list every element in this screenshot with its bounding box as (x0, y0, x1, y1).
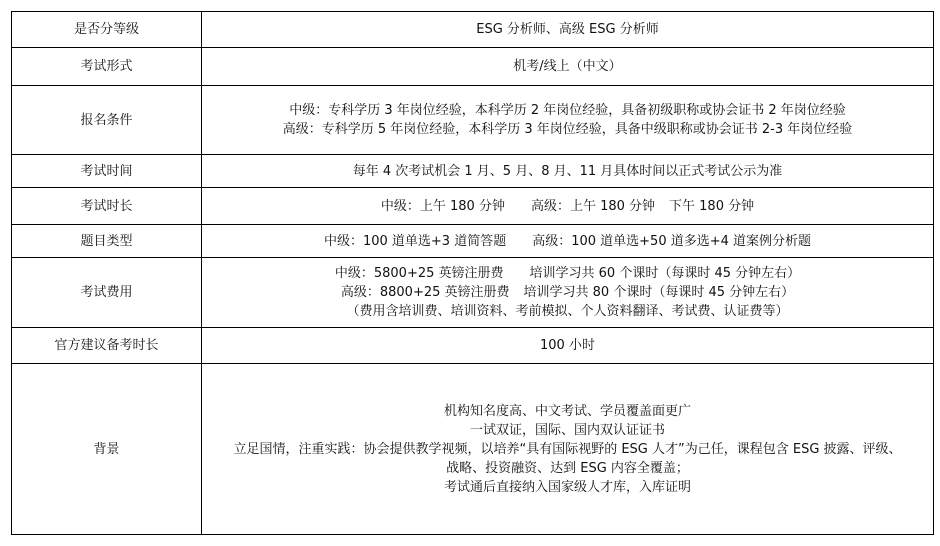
training-senior: 培训学习共 80 个课时（每课时 45 分钟左右） (523, 285, 795, 300)
label-question-types: 题目类型 (12, 225, 202, 258)
exam-info-table-container (11, 11, 933, 535)
value-format: 机考/线上（中文） (202, 48, 934, 86)
value-exam-time: 每年 4 次考试机会 1 月、5 月、8 月、11 月具体时间以正式考试公示为准 (202, 155, 934, 188)
table-row-background (12, 364, 934, 535)
training-mid: 培训学习共 60 个课时（每课时 45 分钟左右） (529, 266, 801, 281)
table-row-requirements (12, 86, 934, 155)
table-row-level (12, 12, 934, 48)
background-line-3: 立足国情，注重实践：协会提供教学视频，以培养“具有国际视野的 ESG 人才”为己任，课程包含 ESG 披露、评级、 (233, 441, 902, 457)
value-prep-time: 100 小时 (202, 328, 934, 364)
value-fees (202, 258, 934, 328)
background-line-4: 战略、投资融资、达到 ESG 内容全覆盖； (446, 460, 689, 476)
fee-senior: 高级：8800+25 英镑注册费 (340, 285, 510, 300)
table-row-prep-time (12, 328, 934, 364)
value-question-types (202, 225, 934, 258)
value-requirements (202, 86, 934, 155)
label-fees: 考试费用 (12, 258, 202, 328)
duration-senior: 高级：上午 180 分钟 (530, 198, 656, 214)
fee-note: （费用含培训费、培训资料、考前模拟、个人资料翻译、考试费、认证费等） (346, 304, 789, 319)
duration-senior-afternoon: 下午 180 分钟 (669, 198, 755, 214)
label-duration: 考试时长 (12, 188, 202, 225)
duration-mid: 中级：上午 180 分钟 (380, 198, 505, 214)
requirement-senior: 高级：专科学历 5 年岗位经验，本科学历 3 年岗位经验，具备中级职称或协会证书 2-3 年岗位经验 (282, 122, 853, 137)
table-row-duration (12, 188, 934, 225)
value-level: ESG 分析师、高级 ESG 分析师 (202, 12, 934, 48)
label-background: 背景 (12, 364, 202, 535)
table-row-format (12, 48, 934, 86)
background-line-1: 机构知名度高、中文考试、学员覆盖面更广 (443, 403, 691, 419)
fee-line-mid (206, 264, 929, 283)
label-requirements: 报名条件 (12, 86, 202, 155)
background-line-2: 一试双证，国际、国内双认证证书 (469, 422, 665, 438)
question-types-senior: 高级：100 道单选+50 道多选+4 道案例分析题 (532, 233, 812, 249)
requirement-mid: 中级：专科学历 3 年岗位经验，本科学历 2 年岗位经验，具备初级职称或协会证书 2 年岗位经验 (289, 103, 846, 118)
fee-mid: 中级：5800+25 英镑注册费 (334, 266, 504, 281)
background-line-5: 考试通后直接纳入国家级人才库，入库证明 (443, 479, 691, 495)
table-row-exam-time (12, 155, 934, 188)
label-format: 考试形式 (12, 48, 202, 86)
label-level: 是否分等级 (12, 12, 202, 48)
value-duration (202, 188, 934, 225)
table-row-question-types (12, 225, 934, 258)
value-background (202, 364, 934, 535)
question-types-mid: 中级：100 道单选+3 道简答题 (323, 233, 507, 249)
label-prep-time: 官方建议备考时长 (12, 328, 202, 364)
exam-info-table (11, 11, 934, 535)
fee-line-senior (206, 283, 929, 302)
table-row-fees (12, 258, 934, 328)
label-exam-time: 考试时间 (12, 155, 202, 188)
